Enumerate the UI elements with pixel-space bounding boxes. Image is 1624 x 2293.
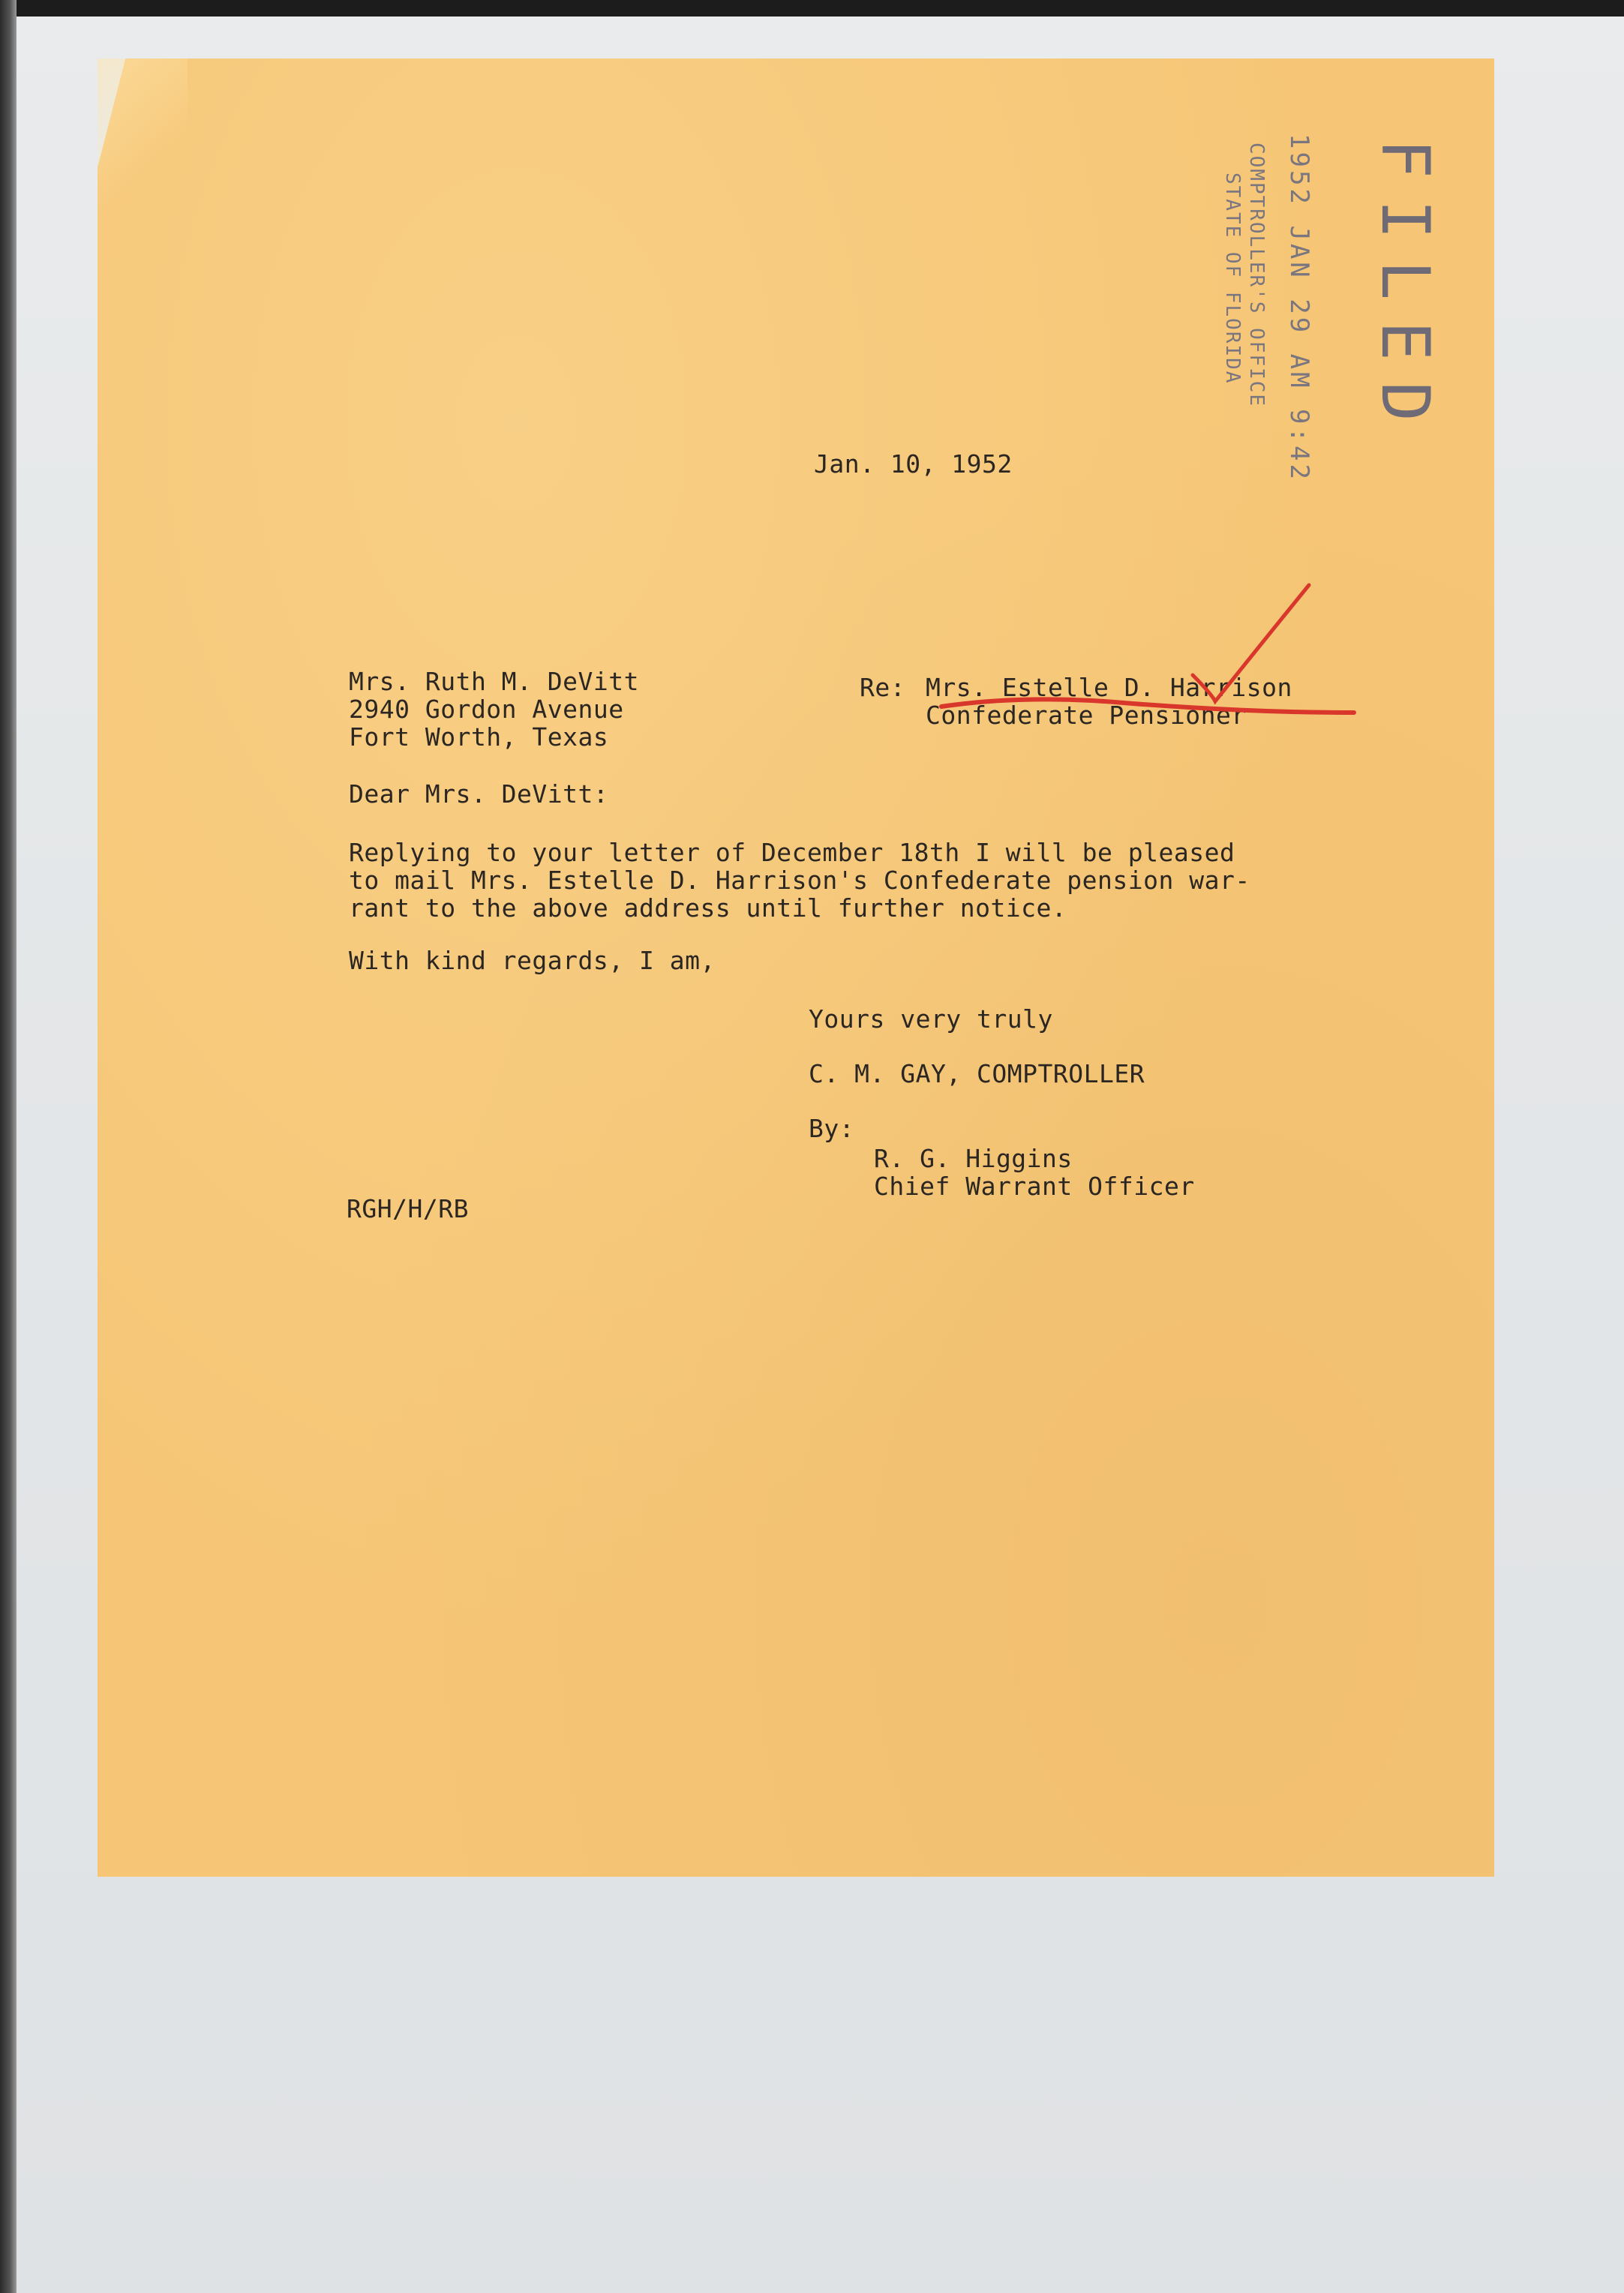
signer-name: R. G. Higgins [874,1144,1073,1173]
filed-stamp-word: FILED [1367,139,1444,443]
body-line-1: Replying to your letter of December 18th I will be pleased [349,838,1235,867]
complimentary-close: Yours very truly [809,1004,1053,1034]
recipient-street: 2940 Gordon Avenue [349,695,624,724]
recipient-name: Mrs. Ruth M. DeVitt [349,667,639,696]
scan-top-edge [0,0,1624,17]
by-label: By: [809,1114,855,1143]
body-line-2: to mail Mrs. Estelle D. Harrison's Confederate pension war- [349,866,1250,895]
signatory-org: C. M. GAY, COMPTROLLER [809,1059,1145,1088]
re-label: Re: [860,673,906,702]
filed-stamp-office: COMPTROLLER'S OFFICE [1245,143,1268,408]
scan-left-edge [0,0,17,2293]
closing-remark: With kind regards, I am, [349,946,716,975]
reference-initials: RGH/H/RB [347,1194,469,1223]
letter-date: Jan. 10, 1952 [814,449,1013,479]
filed-stamp-datetime: 1952 JAN 29 AM 9:42 [1284,134,1314,482]
body-line-3: rant to the above address until further notice. [349,893,1067,923]
signer-title: Chief Warrant Officer [874,1172,1195,1201]
re-subject-line1: Mrs. Estelle D. Harrison [926,673,1292,702]
filed-stamp-state: STATE OF FLORIDA [1221,173,1244,385]
re-subject-line2: Confederate Pensioner [926,701,1247,730]
recipient-city: Fort Worth, Texas [349,722,609,752]
red-underline-mark [938,690,1358,735]
salutation: Dear Mrs. DeVitt: [349,779,609,809]
